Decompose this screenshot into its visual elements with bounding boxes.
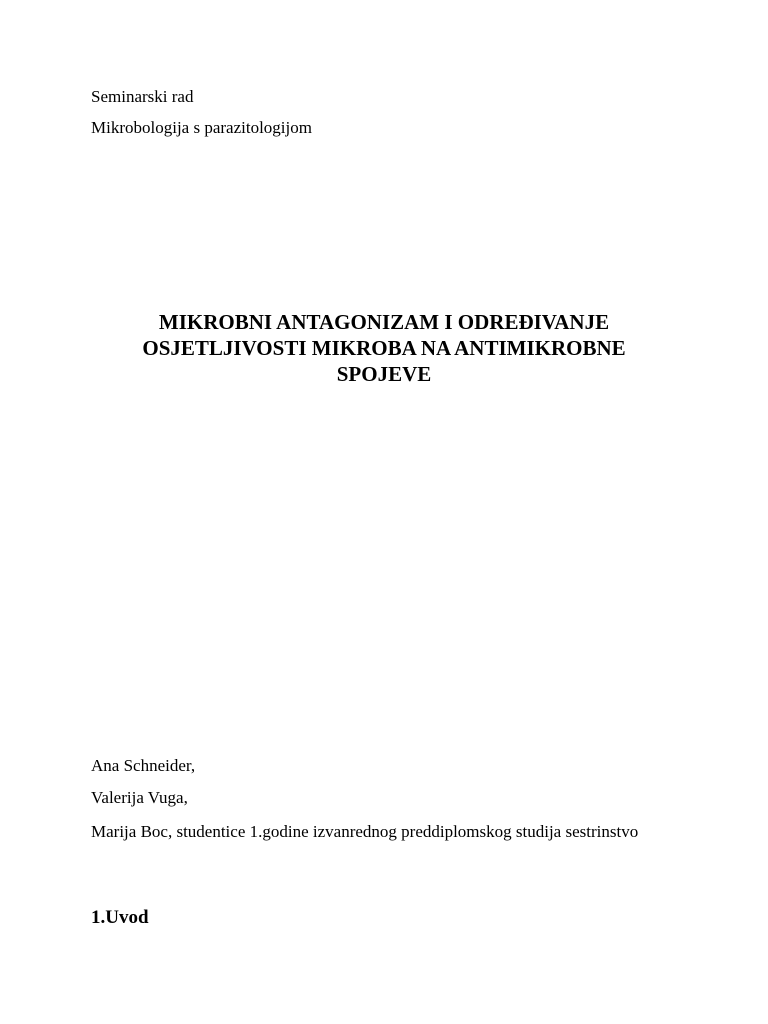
section-heading: 1.Uvod bbox=[91, 907, 149, 928]
title-line-1: MIKROBNI ANTAGONIZAM I ODREĐIVANJE bbox=[158, 310, 610, 334]
title-line-2: OSJETLJIVOSTI MIKROBA NA ANTIMIKROBNE bbox=[142, 336, 626, 360]
document-type: Seminarski rad bbox=[91, 87, 194, 106]
author-1: Ana Schneider, bbox=[91, 756, 196, 775]
title-line-3: SPOJEVE bbox=[336, 362, 432, 386]
author-3-paragraph: Marija Boc, studentice 1.godine izvanrednog preddiplomskog studija sestrinstvo bbox=[91, 822, 639, 841]
course-name: Mikrobologija s parazitologijom bbox=[91, 118, 312, 137]
author-2: Valerija Vuga, bbox=[91, 788, 188, 807]
document-title bbox=[91, 309, 677, 387]
